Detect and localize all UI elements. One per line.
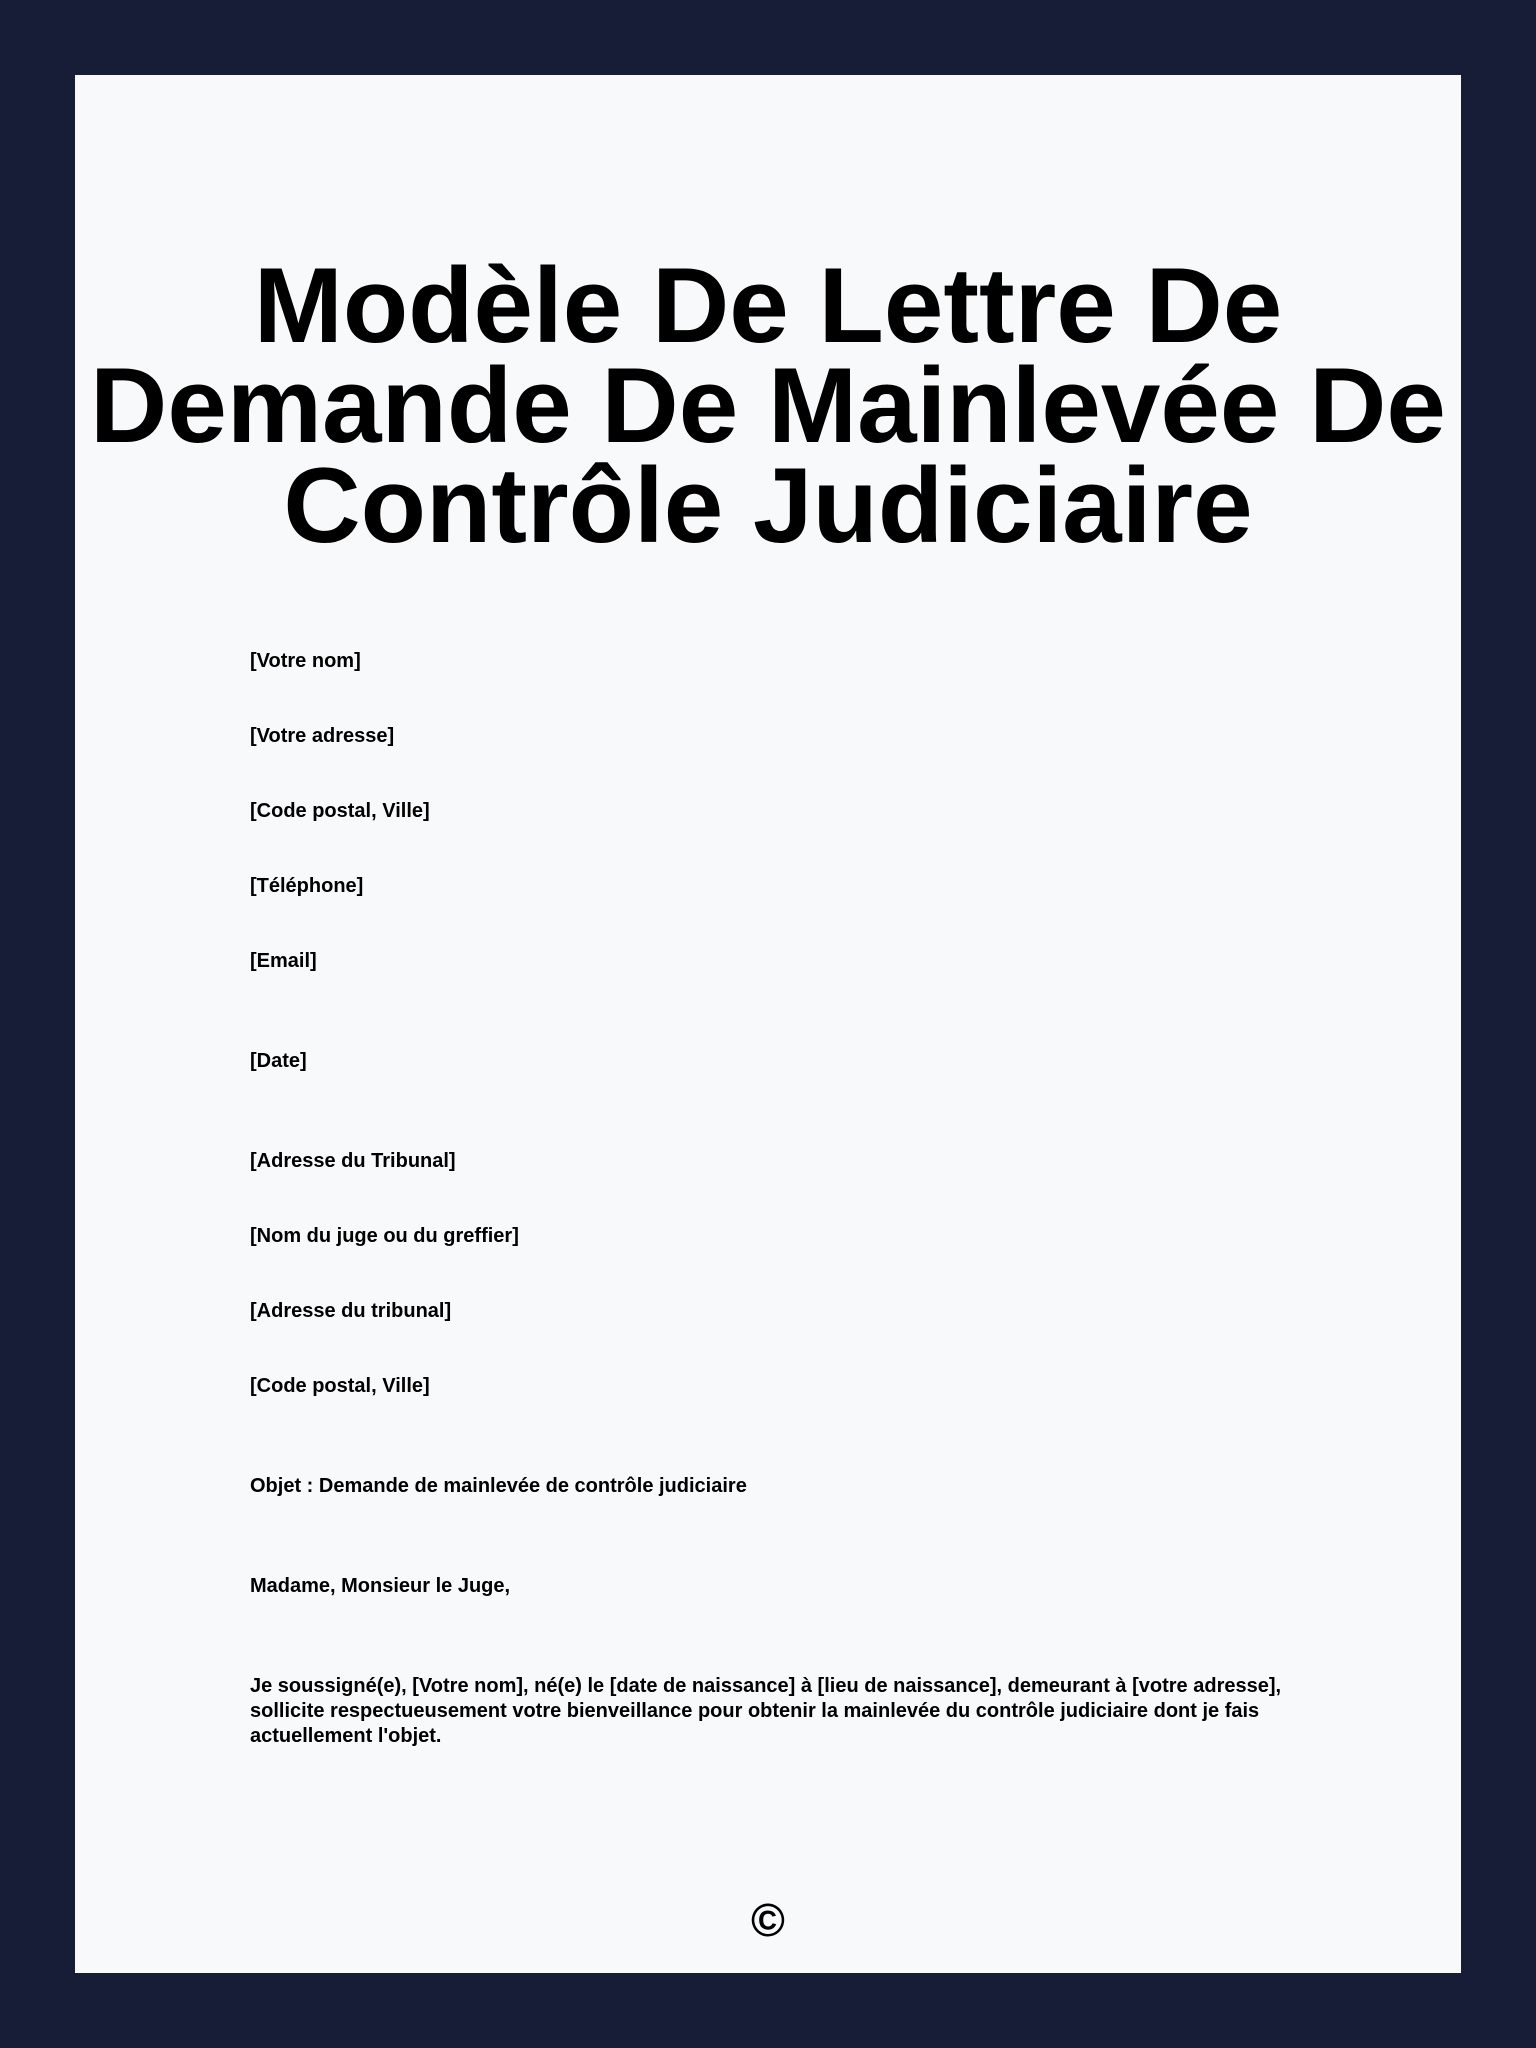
document-title: Modèle De Lettre De Demande De Mainlevée De Contrôle Judiciaire	[90, 245, 1446, 565]
sender-city: [Code postal, Ville]	[250, 800, 430, 822]
sender-phone: [Téléphone]	[250, 875, 364, 897]
letter-salutation: Madame, Monsieur le Juge,	[250, 1575, 511, 1597]
letter-date: [Date]	[250, 1050, 307, 1072]
recipient-city: [Code postal, Ville]	[250, 1375, 430, 1397]
letter-paragraph: Je soussigné(e), [Votre nom], né(e) le [date de naissance] à [lieu de naissance], demeurant à [votre adresse], sollicite respectueusement votre bienveillance pour obtenir la mainlevée du contrôle judiciaire dont je fais actuellement l'objet.	[250, 1675, 1282, 1747]
recipient-court-address: [Adresse du tribunal]	[250, 1300, 452, 1322]
sender-name: [Votre nom]	[250, 650, 361, 672]
sender-email: [Email]	[250, 950, 317, 972]
recipient-court-heading: [Adresse du Tribunal]	[250, 1150, 456, 1172]
letter-subject: Objet : Demande de mainlevée de contrôle judiciaire	[250, 1475, 747, 1497]
recipient-judge: [Nom du juge ou du greffier]	[250, 1225, 519, 1247]
sender-address: [Votre adresse]	[250, 725, 395, 747]
copyright-icon: ©	[751, 1894, 785, 1946]
document-page	[75, 75, 1461, 1973]
